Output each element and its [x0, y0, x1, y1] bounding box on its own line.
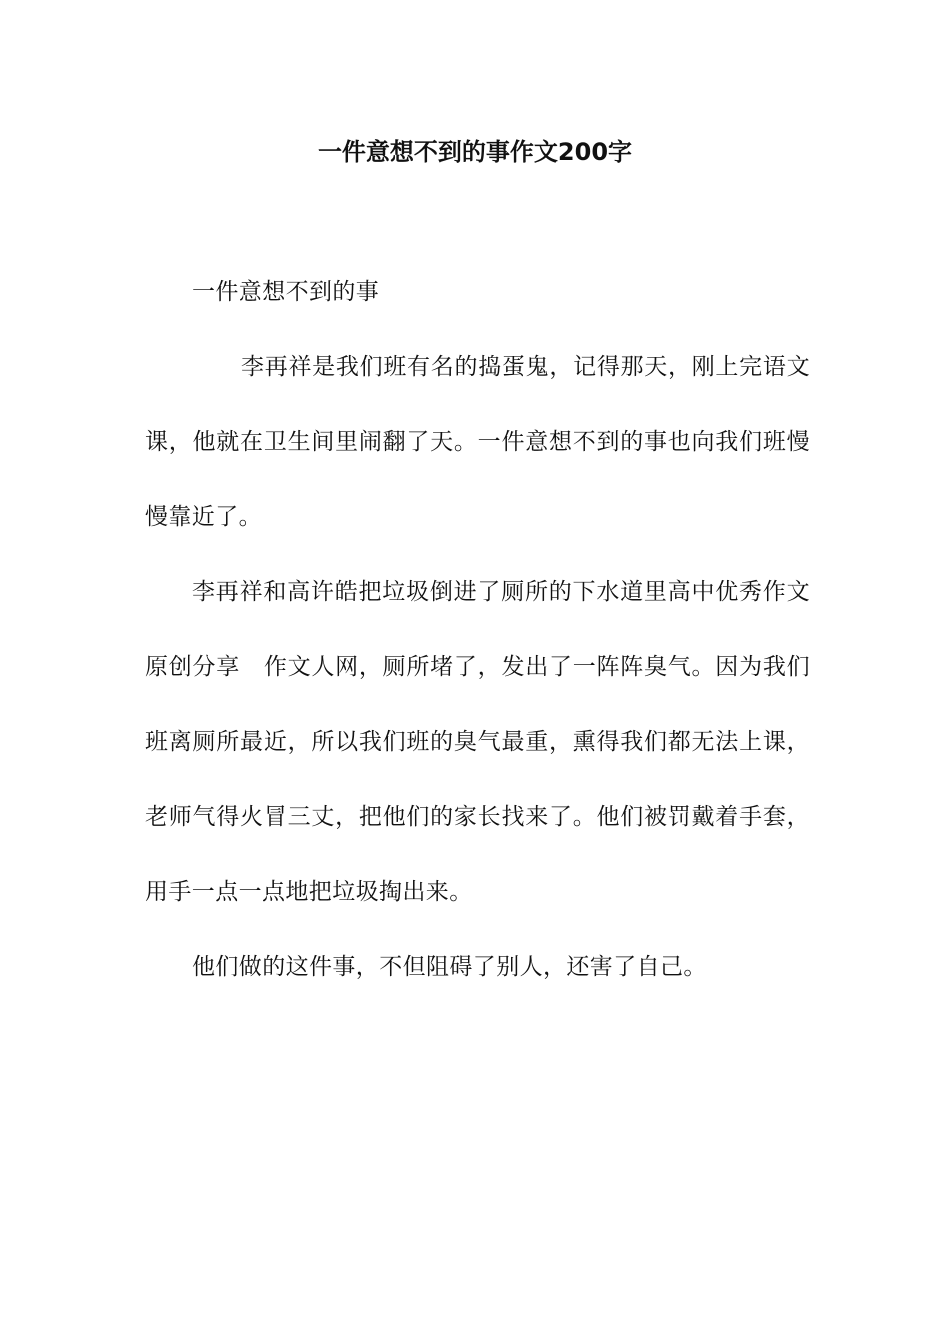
body-paragraph-2: 李再祥和高许皓把垃圾倒进了厕所的下水道里高中优秀作文 原创分享 作文人网，厕所堵了，发出了一阵阵臭气。因为我们班离厕所最近，所以我们班的臭气最重，熏得我们都无法上课，老师气得火冒三丈，把他们的家长找来了。他们被罚戴着手套，用手一点一点地把垃圾掏出来。: [145, 579, 834, 905]
subtitle-paragraph: 一件意想不到的事: [192, 279, 380, 305]
body-paragraph-1: 李再祥是我们班有名的捣蛋鬼，记得那天，刚上完语文课，他就在卫生间里闹翻了天。一件意想不到的事也向我们班慢慢靠近了。: [145, 354, 810, 530]
document-body: [145, 255, 834, 1005]
document-title: 一件意想不到的事作文200字: [317, 138, 633, 166]
body-paragraph-3: 他们做的这件事，不但阻碍了别人，还害了自己。: [192, 954, 707, 980]
